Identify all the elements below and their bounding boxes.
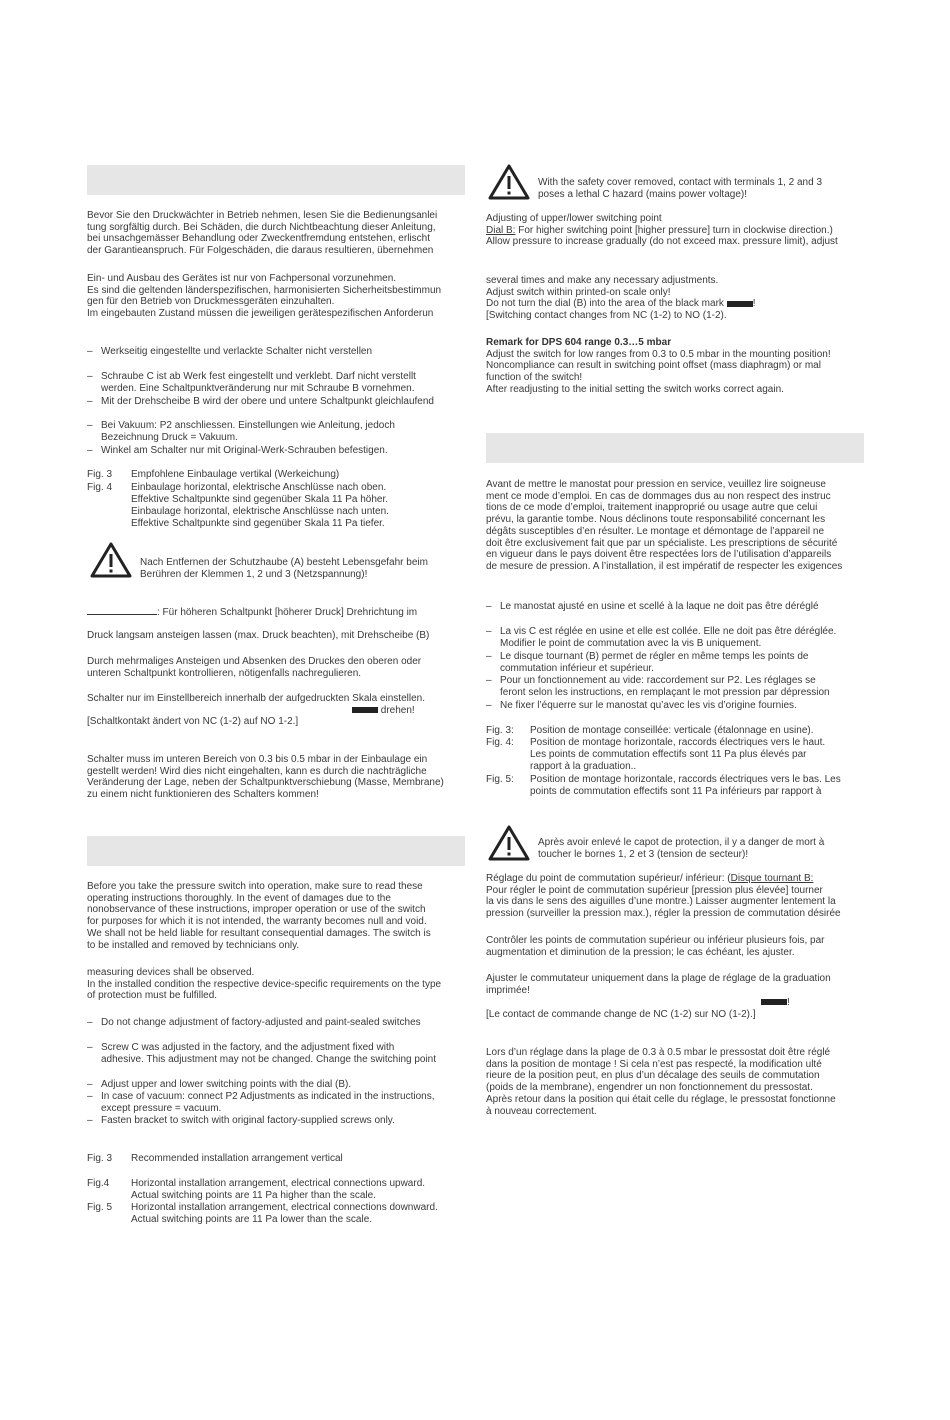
fr-intro: Avant de mettre le manostat pour pression en service, veuillez lire soigneuse ment ce mode d’emploi. En cas de dommages dus au non respect des instruc tions de ce mode d’emploi, traitement inapproprié ou usage autre que celui prévu, la garantie tombe. Nous déclinons toute responsabilité concernant les dégâts susceptibles d’en résulter. Le montage et démontage de l’appareil ne doit être exclusivement fait que par un spécialiste. Les prescriptions de sécurité en vigueur dans le pays doivent être respectées lors de l’utilisation d’appareils de mesure de pression. A l’installation, il est impératif de respecter les exigences <box>486 479 843 572</box>
warning-triangle-icon <box>487 824 531 862</box>
en-install: measuring devices shall be observed. In the installed condition the respective device-specific requirements on the type of protection must be fulfilled. <box>87 967 442 1002</box>
de-turn: drehen! <box>352 705 415 717</box>
en-intro: Before you take the pressure switch into operation, make sure to read these operating instructions thoroughly. In the event of damages due to the nonobservance of these instructions, improper operation or use of the switch for purposes for which it is not intended, the warranty becomes null and void. We shall not be held liable for resultant consequential damages. The switch is to be installed and removed by technicians only. <box>87 881 431 951</box>
de-contact: [Schaltkontakt ändert von NC (1-2) auf NO 1-2.] <box>87 716 299 727</box>
section-header-bar-fr <box>486 433 864 463</box>
en-adjusting: Adjusting of upper/lower switching point Dial B: For higher switching point [higher pressure] turn in clockwise direction.) Allow pressure to increase gradually (do not exceed max. pressure limit), adjust <box>486 213 838 248</box>
section-header-bar-en <box>87 836 465 866</box>
fr-contact: [Le contact de commande change de NC (1-2) sur NO (1-2).] <box>486 1009 756 1020</box>
en-warning: With the safety cover removed, contact with terminals 1, 2 and 3 poses a lethal C hazard (mains power voltage)! <box>538 177 823 200</box>
de-low-range: Schalter muss im unteren Bereich von 0.3 bis 0.5 mbar in der Einbaulage ein gestellt werden! Wird dies nicht eingehalten, kann es durch die nachträgliche Veränderung der Lage, neben der Schaltpunktverschiebung (Masse, Membrane) zu einem nicht funktionieren des Schalters kommen! <box>87 754 444 801</box>
warning-triangle-icon <box>487 163 531 201</box>
fr-black-mark: ! <box>761 997 790 1009</box>
de-intro: Bevor Sie den Druckwächter in Betrieb nehmen, lesen Sie die Bedienungsanlei tung sorgfältig durch. Bei Schäden, die durch Nichtbeachtung dieser Anleitung, bei unsachgemässer Behandlung oder Zweckentfremdung entstehen, erlischt der Garantieanspruch. Für Folgeschäden, die daraus resultieren, übernehmen <box>87 210 438 257</box>
fr-warning: Après avoir enlevé le capot de protection, il y a danger de mort à toucher le bornes 1, 2 et 3 (tension de secteur)! <box>538 837 825 860</box>
de-warning: Nach Entfernen der Schutzhaube (A) besteht Lebensgefahr beim Berühren der Klemmen 1, 2 und 3 (Netzspannung)! <box>140 557 428 580</box>
section-header-bar-de <box>87 165 465 195</box>
de-fig4-line4: Effektive Schaltpunkte sind gegenüber Skala 11 Pa tiefer. <box>131 518 385 529</box>
de-dial-2: Druck langsam ansteigen lassen (max. Druck beachten), mit Drehscheibe (B) <box>87 630 430 641</box>
de-scale: Schalter nur im Einstellbereich innerhalb der aufgedruckten Skala einstellen. <box>87 693 425 704</box>
de-check: Durch mehrmaliges Ansteigen und Absenken des Druckes den oberen oder unteren Schaltpunkt kontrollieren, nötigenfalls nachregulieren. <box>87 656 422 679</box>
en-remark: Remark for DPS 604 range 0.3…5 mbar Adjust the switch for low ranges from 0.3 to 0.5 mbar in the mounting position! Noncompliance can result in switching point offset (mass diaphragm) or mal function of the switch! After readjusting to the initial setting the switch works correct again. <box>486 337 831 395</box>
fr-control: Contrôler les points de commutation supérieur ou inférieur plusieurs fois, par augmentation et diminution de la pression; le cas échéant, les ajuster. <box>486 935 825 958</box>
fr-reglage: Réglage du point de commutation supérieur/ inférieur: (Disque tournant B: Pour régler le point de commutation supérieur [pression plus élevée] tourner la vis dans le sens des aiguilles d’une montre.) Laisser augmenter lentement la pression (surveiller la pression max.), régler la pression de commutation désirée <box>486 873 841 920</box>
warning-triangle-icon <box>89 541 133 579</box>
de-dial: : Für höheren Schaltpunkt [höherer Druck] Drehrichtung im <box>87 605 465 619</box>
en-several: several times and make any necessary adjustments. Adjust switch within printed-on scale only! Do not turn the dial (B) into the area of the black mark ! [Switching contact changes from NC (1-2) to NO (1-2). <box>486 275 756 322</box>
fr-low-range: Lors d’un réglage dans la plage de 0.3 à 0.5 mbar le pressostat doit être réglé dans la position de montage ! Si cela n’est pas respecté, la modification ulté rieure de la position peut, en plus d’un décalage des seuils de commutation (poids de la membrane), engendrer un non fonctionnement du pressostat. Après retour dans la position qui était celle du réglage, le pressostat fonctionne à nouveau correctement. <box>486 1047 836 1117</box>
de-install: Ein- und Ausbau des Gerätes ist nur von Fachpersonal vorzunehmen. Es sind die geltenden länderspezifischen, harmonisierten Sicherheitsbestimmun gen für den Betrieb von Druckmessgeräten einzuhalten. Im eingebauten Zustand müssen die jeweiligen gerätespezifischen Anforderun <box>87 273 442 320</box>
fr-scale: Ajuster le commutateur uniquement dans la plage de réglage de la graduation imprimée! <box>486 973 831 996</box>
